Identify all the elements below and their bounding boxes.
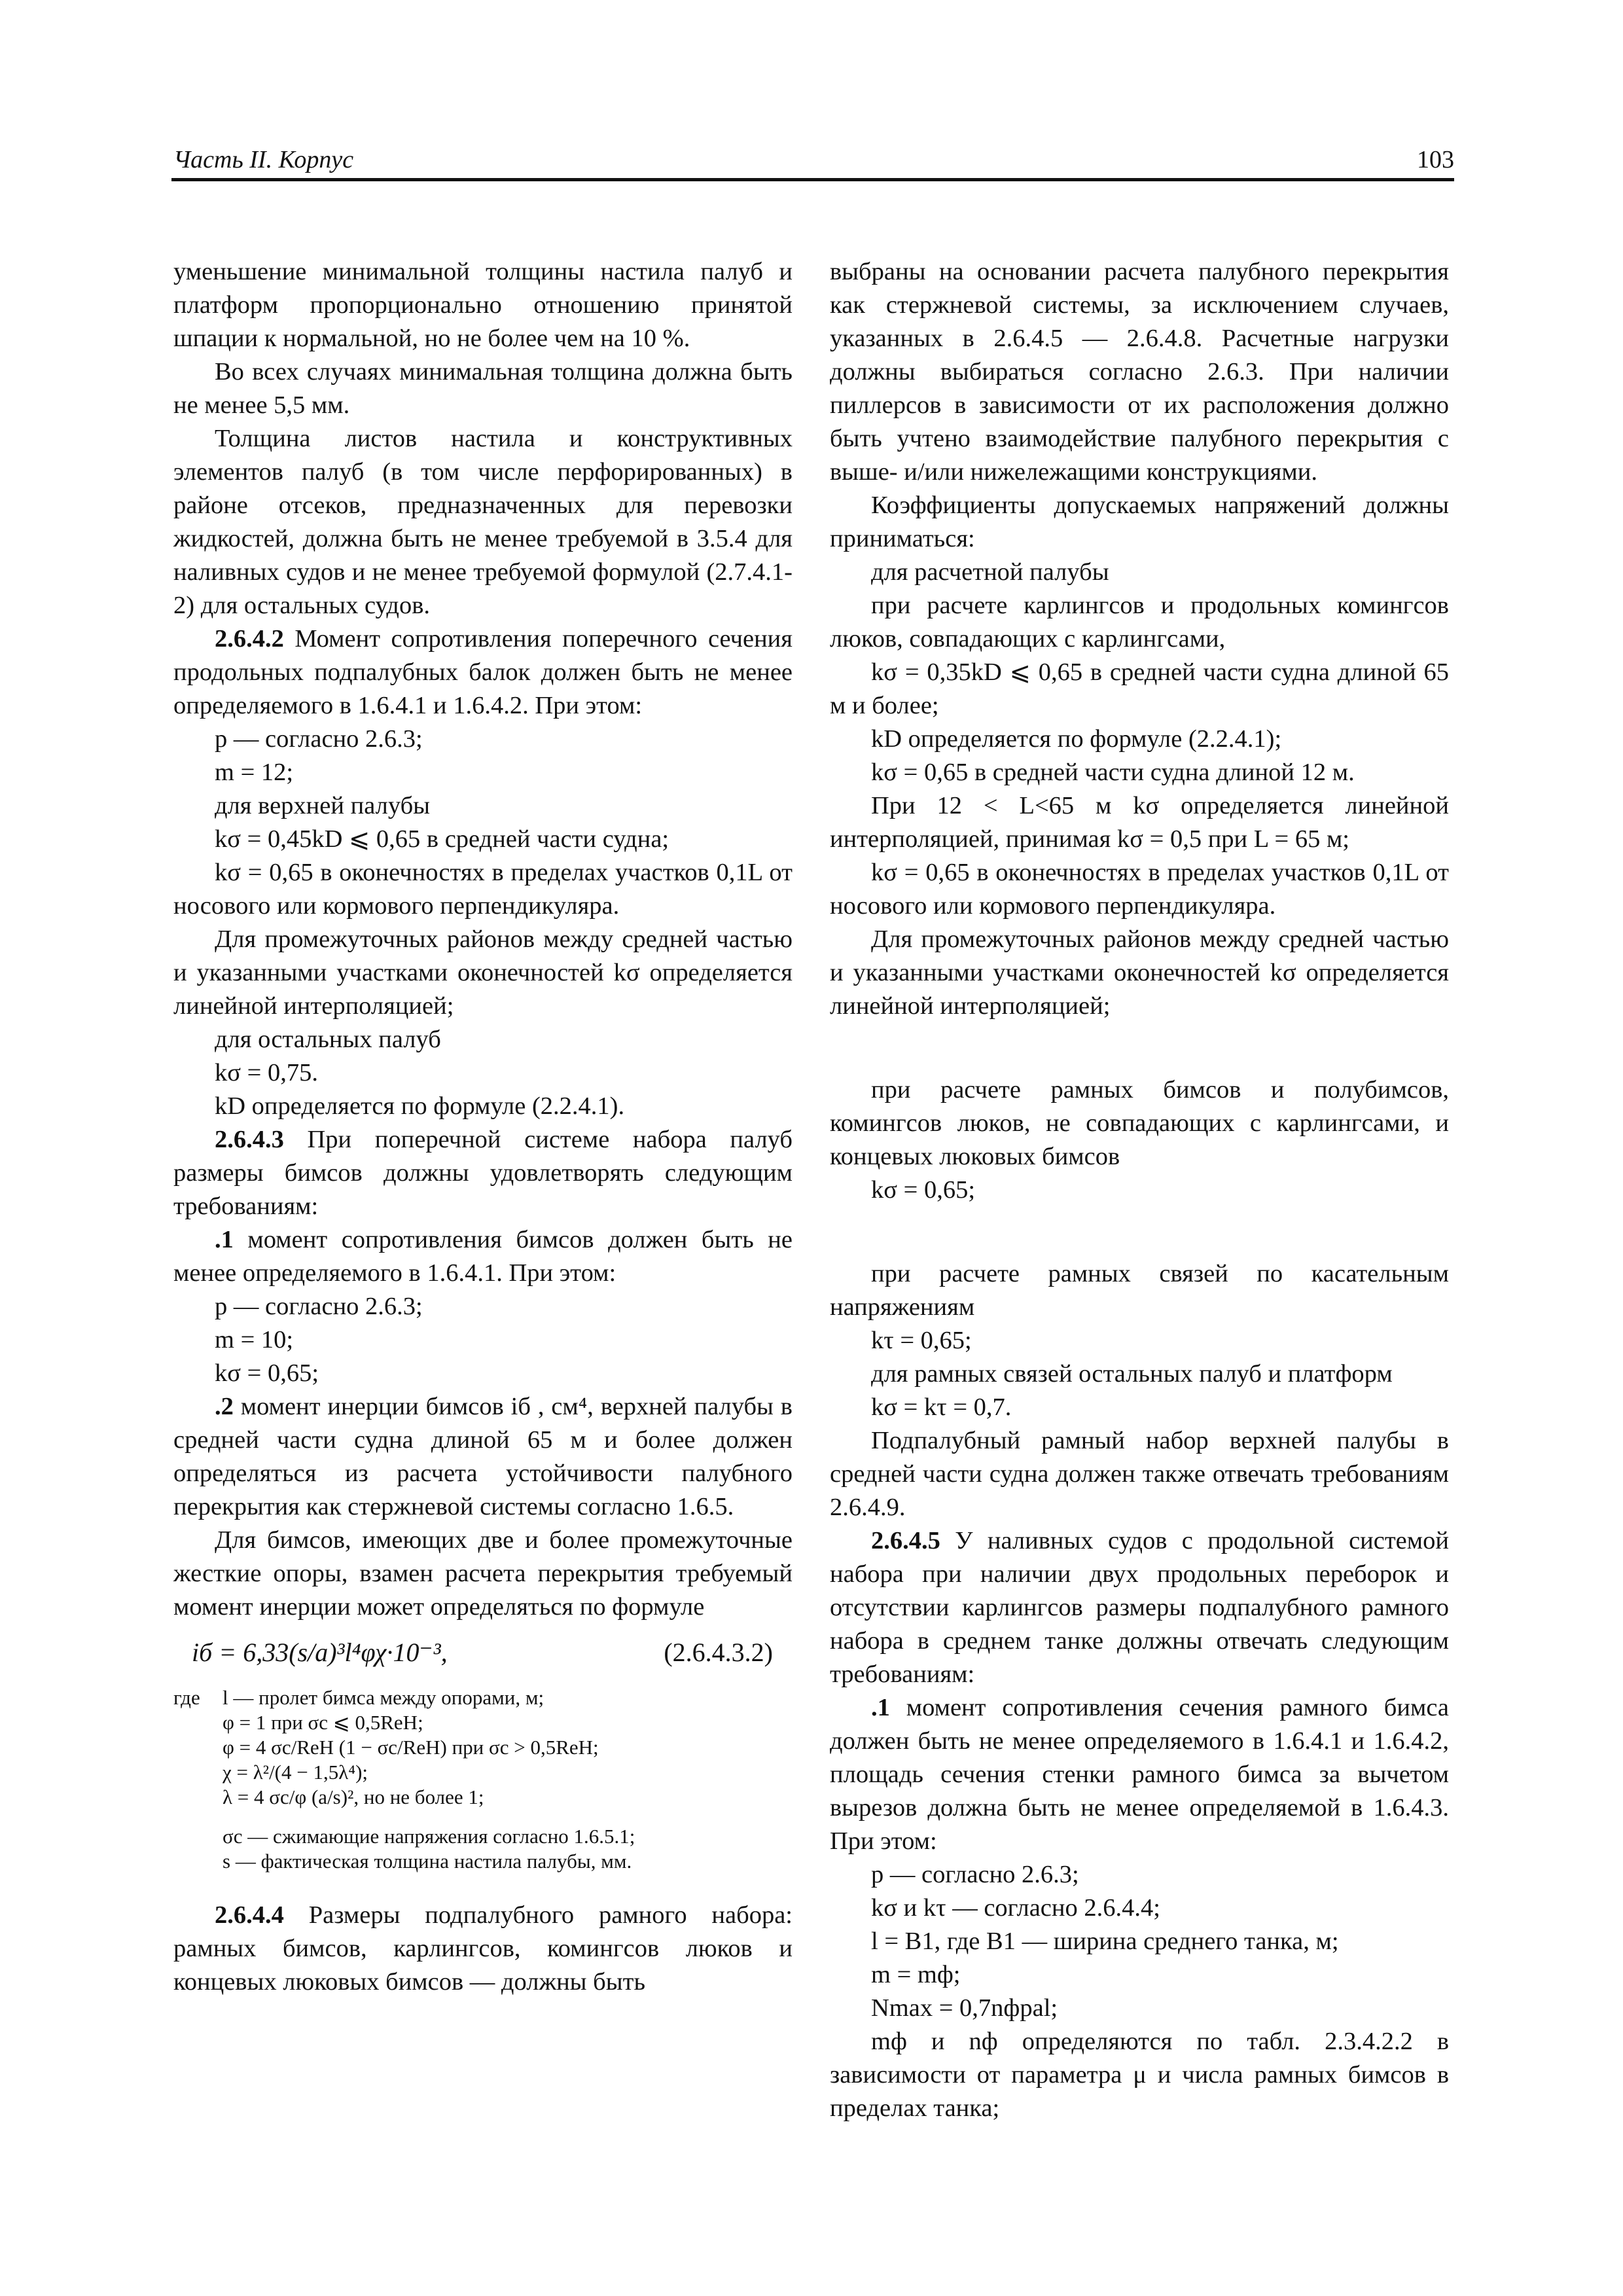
formula-expression: iб = 6,33(s/a)³l⁴φχ·10⁻³, [192,1638,448,1667]
paragraph: kσ = 0,65 в оконечностях в пределах участков 0,1L от носового или кормового перпендикуляра. [173,859,793,920]
paragraph: для верхней палубы [215,792,431,819]
paragraph: m = 12; [215,759,294,786]
paragraph: kτ = 0,65; [871,1327,972,1354]
paragraph [173,1390,793,1524]
paragraph: l = B1, где B1 — ширина среднего танка, м; [871,1928,1339,1955]
paragraph: Для бимсов, имеющих две и более промежуточные жесткие опоры, взамен расчета перекрытия требуемый момент инерции может определяться по формуле [173,1526,793,1621]
spacer [830,1240,1449,1257]
formula-2.6.4.3.2 [173,1632,793,1677]
spacer [830,1207,1449,1240]
paragraph: kσ = 0,65; [871,1176,976,1204]
clause-number: .1 [871,1694,890,1721]
legend-l: l — пролет бимса между опорами, м; [223,1686,544,1709]
paragraph-text: Момент сопротивления поперечного сечения продольных подпалубных балок должен быть не менее определяемого в 1.6.4.1 и 1.6.4.2. При этом: [173,625,793,719]
paragraph: kσ = 0,65 в оконечностях в пределах участков 0,1L от носового или кормового перпендикуляра. [830,859,1449,920]
paragraph: Nmax = 0,7nфpal; [871,1994,1058,2022]
clause-number: 2.6.4.3 [215,1126,284,1153]
running-header-title: Часть II. Корпус [173,146,354,173]
legend-phi1: φ = 1 при σc ⩽ 0,5ReH; [223,1711,423,1734]
paragraph: kσ = 0,65 в средней части судна длиной 12 м. [871,759,1355,786]
page-number: 103 [1417,146,1454,173]
paragraph: для расчетной палубы [871,558,1109,586]
legend-phi2: φ = 4 σc/ReH (1 − σc/ReH) при σc > 0,5ReH; [223,1736,599,1759]
paragraph: Подпалубный рамный набор верхней палубы в средней части судна должен также отвечать требованиям 2.6.4.9. [830,1427,1449,1521]
paragraph [173,1123,793,1223]
legend-s: s — фактическая толщина настила палубы, мм. [223,1850,632,1873]
paragraph: выбраны на основании расчета палубного перекрытия как стержневой системы, за исключением случаев, указанных в 2.6.4.5 — 2.6.4.8. Расчетные нагрузки должны выбираться согласно 2.6.3. При наличии пиллерсов в зависимости от их расположения должно быть учтено взаимодействие палубного перекрытия с выше- и/или нижележащими конструкциями. [830,258,1449,486]
paragraph [830,1691,1449,1858]
paragraph: Во всех случаях минимальная толщина должна быть не менее 5,5 мм. [173,358,793,419]
paragraph: kσ = 0,35kD ⩽ 0,65 в средней части судна длиной 65 м и более; [830,658,1449,719]
clause-number: .1 [215,1226,234,1253]
legend-lambda: λ = 4 σc/φ (a/s)², но не более 1; [223,1785,484,1808]
paragraph: m = mф; [871,1961,961,1988]
legend-chi: χ = λ²/(4 − 1,5λ⁴); [223,1761,368,1784]
paragraph-text: момент сопротивления сечения рамного бимса должен быть не менее определяемого в 1.6.4.1 и 1.6.4.2, площадь сечения стенки рамного бимса за вычетом вырезов должна быть не менее определяемой в 1.6.4.3. При этом: [830,1694,1449,1855]
formula-legend [173,1685,793,1874]
paragraph: Для промежуточных районов между средней частью и указанными участками оконечностей kσ определяется линейной интерполяцией; [830,925,1449,1020]
clause-number: 2.6.4.4 [215,1901,284,1929]
paragraph: уменьшение минимальной толщины настила палуб и платформ пропорционально отношению принятой шпации к нормальной, но не более чем на 10 %. [173,258,793,352]
paragraph: m = 10; [215,1326,294,1354]
paragraph: p — согласно 2.6.3; [871,1861,1079,1888]
left-column [173,255,793,1999]
paragraph: При 12 < L<65 м kσ определяется линейной интерполяцией, принимая kσ = 0,5 при L = 65 м; [830,792,1449,853]
paragraph: при расчете рамных бимсов и полубимсов, комингсов люков, не совпадающих с карлингсами, и концевых люковых бимсов [830,1076,1449,1170]
clause-number: 2.6.4.2 [215,625,284,653]
spacer [830,1056,1449,1073]
paragraph: Толщина листов настила и конструктивных элементов палуб (в том числе перфорированных) в районе отсеков, предназначенных для перевозки жидкостей, должна быть не менее требуемой в 3.5.4 для наливных судов и не менее требуемой формулой (2.7.4.1-2) для остальных судов. [173,425,793,619]
paragraph: Для промежуточных районов между средней частью и указанными участками оконечностей kσ определяется линейной интерполяцией; [173,925,793,1020]
paragraph: p — согласно 2.6.3; [215,725,423,753]
paragraph: Коэффициенты допускаемых напряжений должны приниматься: [830,492,1449,552]
paragraph: kσ = kτ = 0,7. [871,1393,1012,1421]
paragraph [173,622,793,723]
paragraph: для рамных связей остальных палуб и платформ [871,1360,1393,1388]
paragraph-text: момент сопротивления бимсов должен быть не менее определяемого в 1.6.4.1. При этом: [173,1226,793,1287]
paragraph: p — согласно 2.6.3; [215,1293,423,1320]
spacer [173,1874,793,1899]
paragraph [830,1524,1449,1691]
clause-number: 2.6.4.5 [871,1527,940,1554]
paragraph-text: При поперечной системе набора палуб размеры бимсов должны удовлетворять следующим требованиям: [173,1126,793,1220]
paragraph: kσ = 0,45kD ⩽ 0,65 в средней части судна; [215,825,669,853]
header-rule [171,178,1454,181]
paragraph [173,1223,793,1290]
formula-number: (2.6.4.3.2) [664,1638,773,1667]
legend-where: где [173,1686,200,1709]
paragraph-text: момент инерции бимсов iб , см⁴, верхней палубы в средней части судна длиной 65 м и более должен определяться из расчета устойчивости палубного перекрытия как стержневой системы согласно 1.6.5. [173,1393,793,1520]
clause-number: .2 [215,1393,234,1420]
paragraph: kD определяется по формуле (2.2.4.1); [871,725,1282,753]
paragraph: kσ = 0,65; [215,1359,319,1387]
legend-spacer [173,1810,793,1824]
paragraph: при расчете карлингсов и продольных комингсов люков, совпадающих с карлингсами, [830,592,1449,653]
paragraph [173,1899,793,1999]
right-column [830,255,1449,2125]
paragraph: kσ = 0,75. [215,1059,318,1086]
paragraph: mф и nф определяются по табл. 2.3.4.2.2 в зависимости от параметра μ и числа рамных бимсов в пределах танка; [830,2028,1449,2122]
paragraph-text: У наливных судов с продольной системой набора при наличии двух продольных переборок и отсутствии карлингсов размеры подпалубного рамного набора в среднем танке должны отвечать следующим требованиям: [830,1527,1449,1688]
paragraph: для остальных палуб [215,1026,441,1053]
paragraph-text: Размеры подпалубного рамного набора: рамных бимсов, карлингсов, комингсов люков и концевых люковых бимсов — должны быть [173,1901,793,1996]
paragraph: при расчете рамных связей по касательным напряжениям [830,1260,1449,1321]
legend-row [173,1685,793,1710]
paragraph: kD определяется по формуле (2.2.4.1). [215,1092,625,1120]
spacer [830,1023,1449,1056]
paragraph: kσ и kτ — согласно 2.6.4.4; [871,1894,1160,1922]
legend-sigma: σc — сжимающие напряжения согласно 1.6.5.1; [223,1825,635,1848]
